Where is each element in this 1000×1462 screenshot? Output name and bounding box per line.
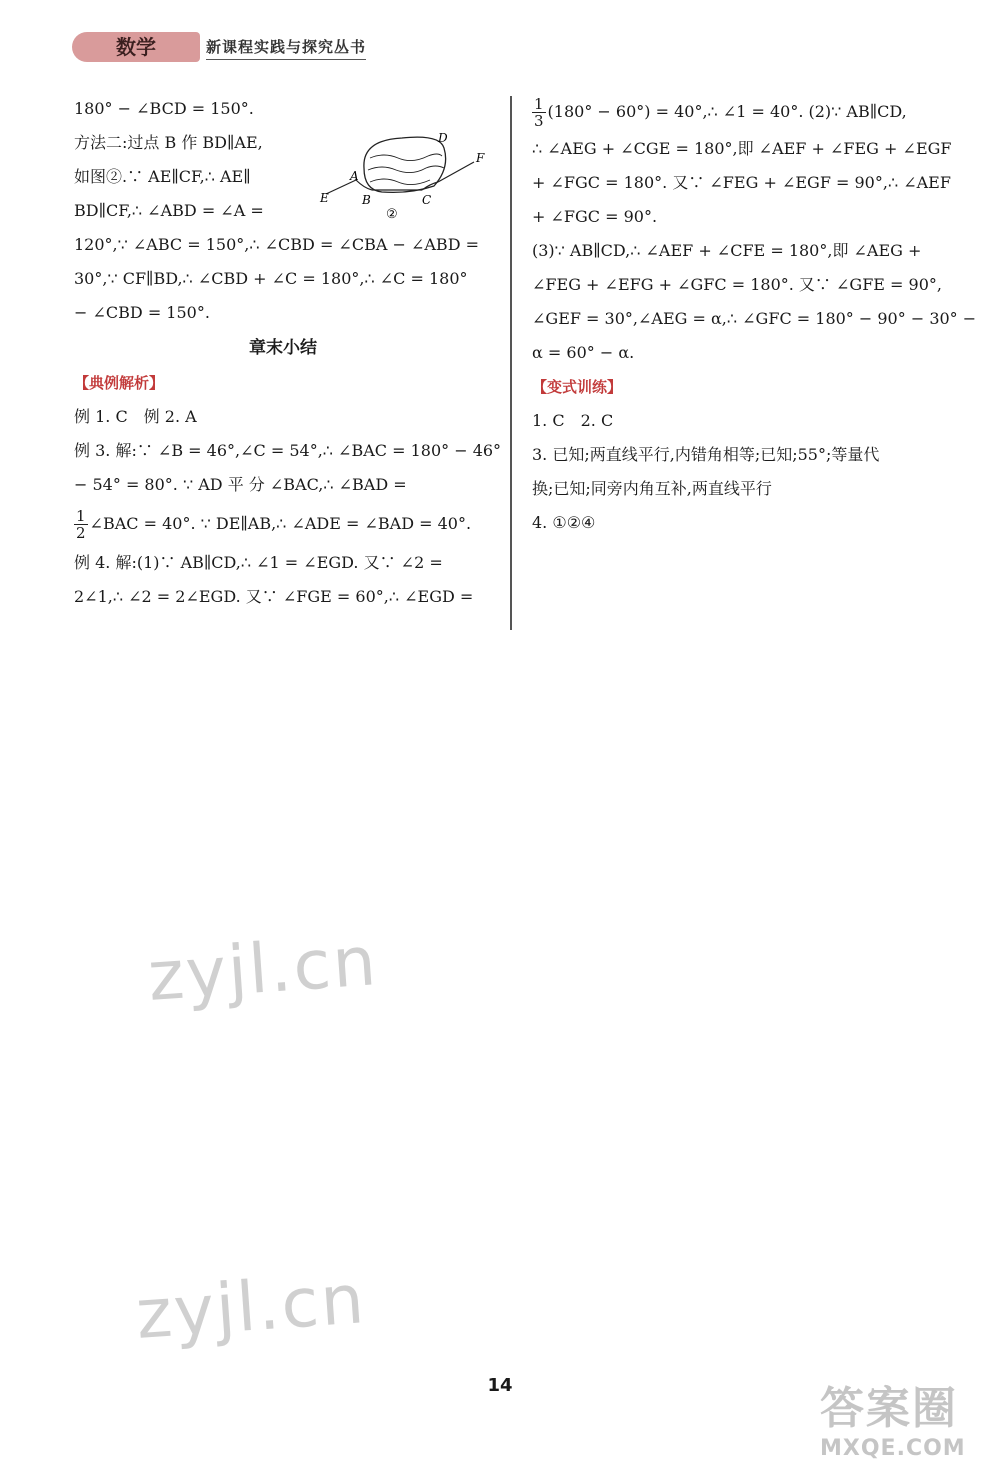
numerator: 1	[534, 95, 544, 113]
text-line: 例 4. 解:(1)∵ AB∥CD,∴ ∠1 = ∠EGD. 又∵ ∠2 =	[74, 553, 443, 572]
text-line: (180° − 60°) = 40°,∴ ∠1 = 40°. (2)∵ AB∥CD,	[547, 102, 907, 121]
text-line: ∴ ∠AEG + ∠CGE = 180°,即 ∠AEF + ∠FEG + ∠EGF	[532, 139, 952, 158]
text-line: 换;已知;同旁内角互补,两直线平行	[532, 479, 772, 498]
wave-line	[368, 166, 444, 173]
text-line: − ∠CBD = 150°.	[74, 303, 210, 322]
label-C: C	[422, 193, 432, 207]
label-A: A	[350, 169, 359, 183]
label-F: F	[476, 151, 485, 165]
text-line: − 54° = 80°. ∵ AD 平 分 ∠BAC,∴ ∠BAD =	[74, 475, 407, 494]
page-header	[72, 30, 372, 64]
text-line: ∠FEG + ∠EFG + ∠GFC = 180°. 又∵ ∠GFE = 90°,	[532, 275, 942, 294]
numerator: 1	[76, 507, 86, 525]
subject-tab: 数学	[72, 32, 200, 62]
text-line: BD∥CF,∴ ∠ABD = ∠A =	[74, 201, 264, 220]
series-title: 新课程实践与探究丛书	[206, 36, 366, 60]
text-line: 4. ①②④	[532, 513, 596, 532]
site-logo	[820, 1372, 990, 1461]
text-line: 30°,∵ CF∥BD,∴ ∠CBD + ∠C = 180°,∴ ∠C = 180°	[74, 269, 468, 288]
text-line: 120°,∵ ∠ABC = 150°,∴ ∠CBD = ∠CBA − ∠ABD =	[74, 235, 480, 254]
logo-text: 答案圈	[820, 1383, 958, 1434]
fraction-line	[74, 502, 492, 546]
label-E: E	[320, 191, 329, 205]
label-B: B	[362, 193, 371, 207]
text-line: 3. 已知;两直线平行,内错角相等;已知;55°;等量代	[532, 445, 880, 464]
text-line: + ∠FGC = 90°.	[532, 207, 658, 226]
section-tag: 【变式训练】	[532, 378, 623, 396]
text-line: 例 1. C 例 2. A	[74, 407, 197, 426]
section-tag: 【典例解析】	[74, 374, 165, 392]
road-line	[422, 182, 438, 190]
text-line: ∠GEF = 30°,∠AEG = α,∴ ∠GFC = 180° − 90° − 30° −	[532, 309, 977, 328]
denominator: 2	[76, 524, 86, 542]
column-divider	[510, 96, 512, 630]
logo-url: MXQE.COM	[820, 1436, 966, 1461]
text-line: 2∠1,∴ ∠2 = 2∠EGD. 又∵ ∠FGE = 60°,∴ ∠EGD =	[74, 587, 474, 606]
fraction	[532, 96, 546, 129]
section-title: 章末小结	[249, 338, 317, 358]
text-line: 方法二:过点 B 作 BD∥AE,	[74, 133, 263, 152]
denominator: 3	[534, 112, 544, 130]
text-line: (3)∵ AB∥CD,∴ ∠AEF + ∠CFE = 180°,即 ∠AEG +	[532, 241, 922, 260]
wave-line	[370, 154, 442, 161]
text-line: ∠BAC = 40°. ∵ DE∥AB,∴ ∠ADE = ∠BAD = 40°.	[89, 514, 472, 533]
text-line: 1. C 2. C	[532, 411, 614, 430]
figure-diagram	[312, 128, 492, 220]
watermark: zyjl.cn	[145, 922, 381, 1017]
fraction-line	[532, 92, 947, 132]
text-line: α = 60° − α.	[532, 343, 635, 362]
text-line: 例 3. 解:∵ ∠B = 46°,∠C = 54°,∴ ∠BAC = 180° − 46°	[74, 441, 502, 460]
right-column	[532, 92, 977, 540]
text-line: 180° − ∠BCD = 150°.	[74, 99, 254, 118]
text-line: 如图②.∵ AE∥CF,∴ AE∥	[74, 167, 251, 186]
text-line: + ∠FGC = 180°. 又∵ ∠FEG + ∠EGF = 90°,∴ ∠AEF	[532, 173, 951, 192]
label-D: D	[438, 131, 448, 145]
fraction	[74, 508, 88, 541]
page-number: 14	[487, 1375, 513, 1396]
figure-caption: ②	[386, 207, 398, 220]
wave-line	[370, 179, 430, 185]
watermark: zyjl.cn	[133, 1260, 369, 1355]
